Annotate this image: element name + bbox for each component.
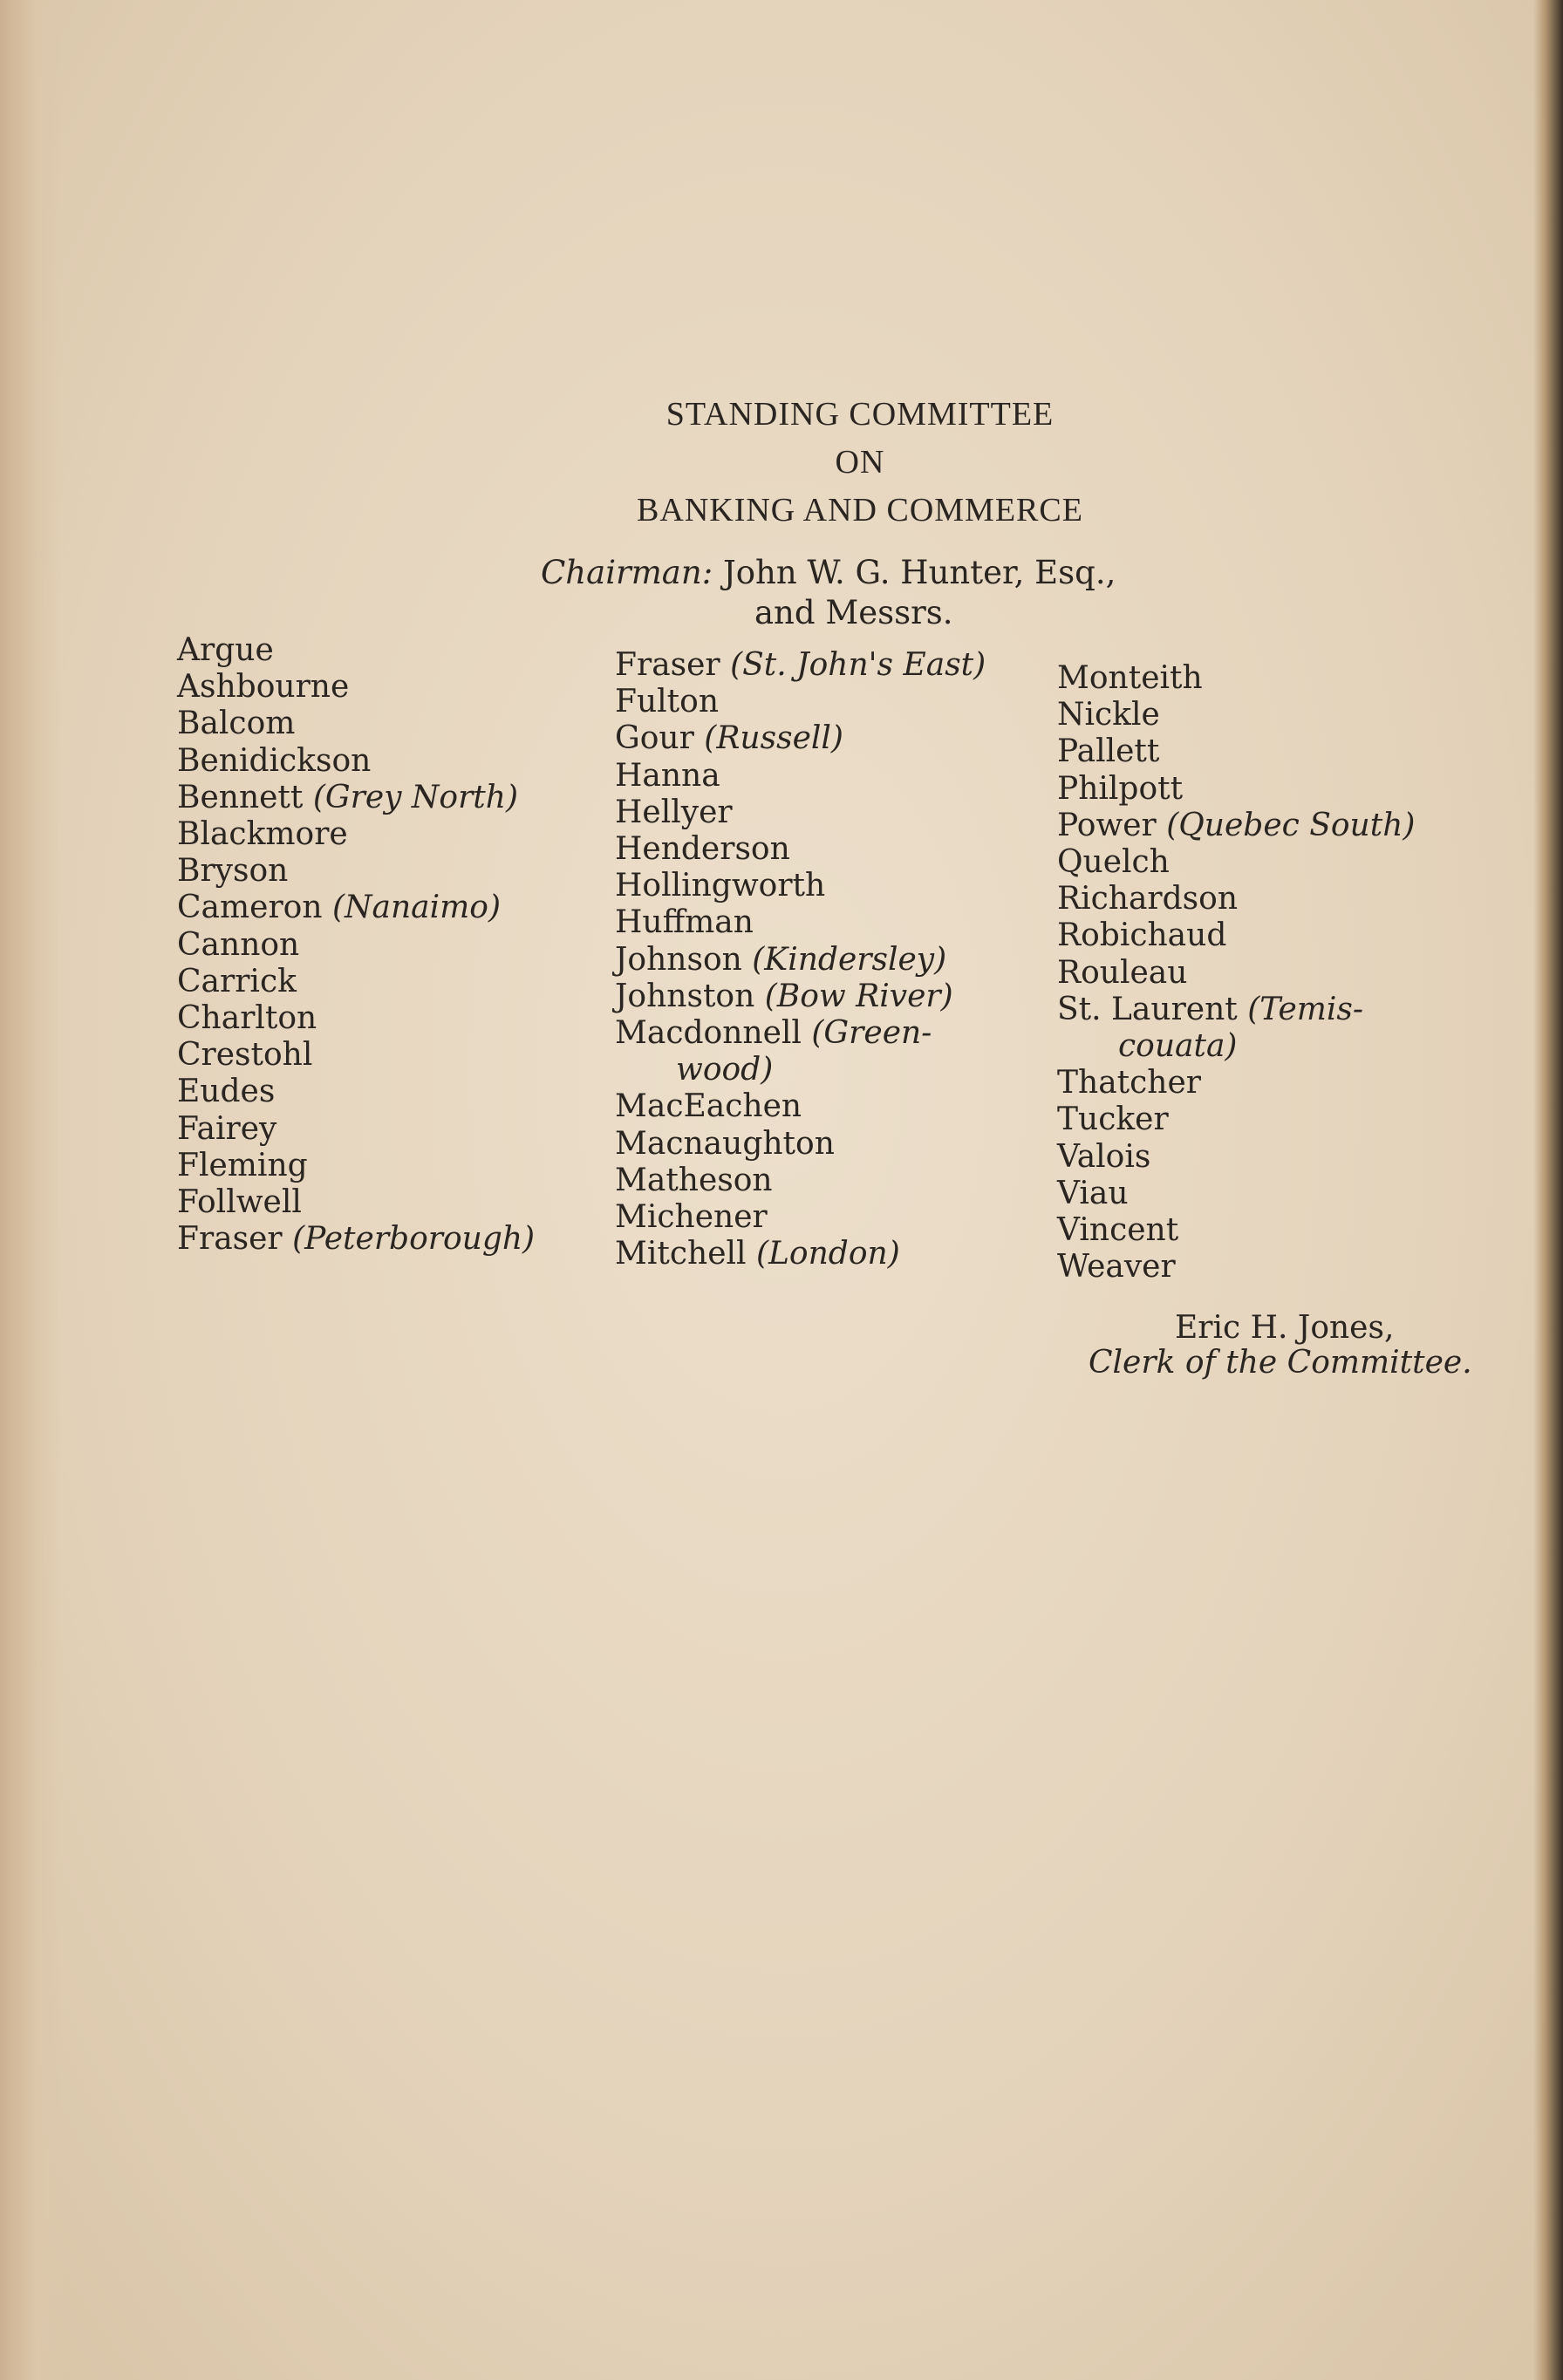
member-name: Charlton	[177, 1000, 317, 1037]
member-riding: (Temis-	[1247, 991, 1364, 1027]
member-name: Nickle	[1057, 697, 1160, 733]
member-riding: (Bow River)	[764, 978, 953, 1014]
member-name: Quelch	[1057, 844, 1170, 881]
member-entry	[1057, 917, 1415, 954]
member-entry	[177, 964, 535, 1000]
member-entry	[1057, 1212, 1415, 1249]
member-name: Michener	[615, 1199, 768, 1236]
member-entry	[177, 927, 535, 964]
member-name: MacEachen	[615, 1088, 802, 1125]
clerk-name: Eric H. Jones,	[1175, 1310, 1395, 1346]
member-entry	[1057, 697, 1415, 733]
member-name: Bryson	[177, 853, 289, 890]
member-entry	[1057, 1101, 1415, 1138]
member-name: Rouleau	[1057, 954, 1188, 991]
member-entry	[1057, 955, 1415, 992]
member-entry	[177, 706, 535, 742]
member-entry	[1057, 733, 1415, 770]
member-name: Huffman	[615, 904, 754, 941]
page-edge	[1533, 0, 1563, 2380]
member-entry	[615, 979, 986, 1015]
member-entry	[615, 1236, 986, 1272]
member-name: Valois	[1057, 1138, 1151, 1175]
member-name: St. Laurent	[1057, 991, 1238, 1027]
member-name: Pallett	[1057, 733, 1160, 770]
member-entry	[615, 647, 986, 684]
member-entry	[177, 632, 535, 669]
member-name: Blackmore	[177, 816, 348, 853]
member-entry	[1057, 808, 1415, 844]
member-riding: (Grey North)	[312, 779, 519, 815]
member-riding: (Kindersley)	[752, 941, 947, 978]
member-name: Fleming	[177, 1147, 308, 1183]
clerk-title: Clerk of the Committee.	[1089, 1345, 1472, 1381]
member-entry	[177, 1074, 535, 1110]
member-entry	[615, 794, 986, 831]
member-name: Argue	[177, 632, 274, 668]
member-name: Hollingworth	[615, 868, 826, 904]
member-name: Bennett	[177, 779, 304, 815]
member-riding: (Peterborough)	[292, 1221, 536, 1258]
members-column-3	[1057, 660, 1415, 1285]
member-name: Gour	[615, 720, 694, 757]
member-name: Macnaughton	[615, 1125, 835, 1162]
member-name: Benidickson	[177, 742, 372, 779]
member-entry	[1057, 881, 1415, 917]
member-entry	[615, 1199, 986, 1236]
member-riding: couata)	[1118, 1028, 1238, 1065]
member-entry	[1057, 992, 1415, 1028]
member-entry	[615, 1163, 986, 1199]
member-entry	[615, 684, 986, 720]
committee-title-line-1: STANDING COMMITTEE	[665, 396, 1055, 433]
member-name: Carrick	[177, 963, 297, 999]
member-name: Hellyer	[615, 794, 733, 830]
member-entry	[1057, 1249, 1415, 1285]
member-entry	[615, 1088, 986, 1125]
member-name: Macdonnell	[615, 1015, 802, 1052]
member-riding: (Nanaimo)	[331, 890, 502, 926]
member-entry	[177, 1037, 535, 1074]
member-entry	[615, 831, 986, 868]
member-name: Ashbourne	[177, 669, 350, 706]
chairman-line	[541, 554, 1116, 591]
member-entry	[177, 1148, 535, 1184]
chairman-label: Chairman:	[541, 554, 713, 591]
member-name: Philpott	[1057, 770, 1184, 807]
member-entry	[1057, 1028, 1415, 1065]
member-entry	[1057, 844, 1415, 881]
member-entry	[1057, 1176, 1415, 1212]
member-entry	[615, 942, 986, 979]
member-entry	[615, 904, 986, 941]
member-name: Vincent	[1057, 1212, 1179, 1249]
member-riding: wood)	[676, 1052, 774, 1088]
member-entry	[177, 890, 535, 926]
member-entry	[615, 1015, 986, 1052]
member-name: Johnston	[615, 978, 755, 1014]
member-name: Richardson	[1057, 881, 1239, 917]
member-name: Fulton	[615, 684, 720, 720]
member-name: Viau	[1057, 1175, 1129, 1211]
member-entry	[177, 669, 535, 706]
member-entry	[177, 743, 535, 780]
members-column-1	[177, 632, 535, 1258]
member-riding: (Green-	[811, 1015, 932, 1052]
member-entry	[177, 1221, 535, 1258]
member-name: Henderson	[615, 831, 790, 868]
member-entry	[1057, 771, 1415, 808]
member-name: Matheson	[615, 1162, 773, 1198]
member-entry	[615, 720, 986, 757]
page-spine-shadow	[0, 0, 61, 2380]
member-name: Power	[1057, 807, 1157, 843]
member-entry	[1057, 660, 1415, 697]
member-name: Follwell	[177, 1184, 302, 1221]
member-name: Mitchell	[615, 1236, 747, 1272]
members-column-2	[615, 647, 986, 1272]
committee-title-line-3: BANKING AND COMMERCE	[637, 492, 1083, 529]
member-entry	[177, 816, 535, 853]
member-entry	[177, 1111, 535, 1148]
member-name: Thatcher	[1057, 1065, 1201, 1101]
member-name: Hanna	[615, 757, 720, 794]
member-entry	[1057, 1139, 1415, 1176]
messrs-line: and Messrs.	[754, 594, 953, 631]
member-entry	[177, 1000, 535, 1037]
member-entry	[177, 780, 535, 816]
member-entry	[1057, 1065, 1415, 1101]
member-name: Fraser	[615, 647, 720, 683]
member-name: Johnson	[615, 941, 742, 978]
member-name: Eudes	[177, 1074, 276, 1110]
member-name: Fairey	[177, 1110, 277, 1147]
member-name: Tucker	[1057, 1101, 1169, 1138]
member-entry	[177, 1184, 535, 1221]
member-name: Robichaud	[1057, 917, 1227, 954]
member-entry	[615, 1126, 986, 1163]
member-name: Cameron	[177, 890, 323, 926]
member-entry	[177, 853, 535, 890]
member-name: Crestohl	[177, 1037, 313, 1074]
member-riding: (St. John's East)	[730, 647, 986, 683]
member-entry	[615, 868, 986, 904]
member-name: Fraser	[177, 1221, 283, 1258]
member-entry	[615, 758, 986, 794]
member-riding: (Russell)	[704, 720, 843, 757]
member-name: Balcom	[177, 706, 296, 742]
member-name: Weaver	[1057, 1249, 1176, 1285]
member-name: Monteith	[1057, 660, 1203, 696]
member-riding: (Quebec South)	[1166, 807, 1416, 843]
member-entry	[615, 1052, 986, 1088]
committee-title-line-2: ON	[835, 444, 885, 481]
chairman-name: John W. G. Hunter, Esq.,	[722, 554, 1116, 591]
member-riding: (London)	[755, 1236, 900, 1272]
member-name: Cannon	[177, 926, 300, 963]
